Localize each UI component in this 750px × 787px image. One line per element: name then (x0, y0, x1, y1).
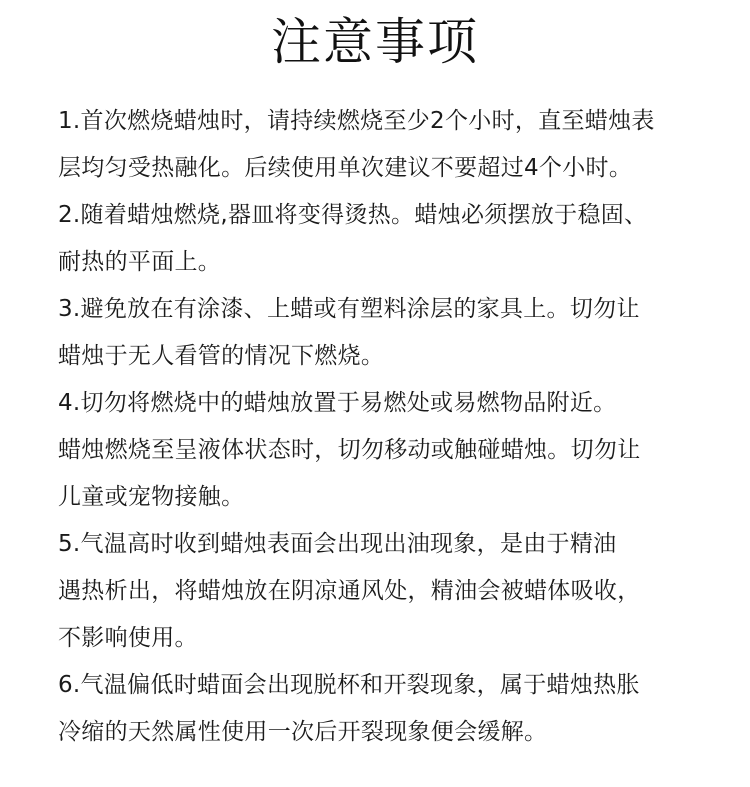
page-title: 注意事项 (271, 13, 479, 71)
notice-line: 蜡烛于无人看管的情况下燃烧。 (58, 343, 385, 369)
notice-line: 耐热的平面上。 (58, 249, 222, 275)
notice-line: 不影响使用。 (58, 625, 198, 651)
notice-line: 5.气温高时收到蜡烛表面会出现出油现象，是由于精油 (58, 531, 617, 557)
notice-line: 3.避免放在有涂漆、上蜡或有塑料涂层的家具上。切勿让 (58, 296, 640, 322)
notice-line: 冷缩的天然属性使用一次后开裂现象便会缓解。 (58, 719, 548, 745)
notice-line: 蜡烛燃烧至呈液体状态时，切勿移动或触碰蜡烛。切勿让 (58, 437, 641, 463)
notice-line: 层均匀受热融化。后续使用单次建议不要超过4个小时。 (58, 155, 633, 181)
notice-line: 遇热析出，将蜡烛放在阴凉通风处，精油会被蜡体吸收， (58, 578, 641, 604)
notice-list (58, 98, 718, 756)
notice-line: 4.切勿将燃烧中的蜡烛放置于易燃处或易燃物品附近。 (58, 390, 617, 416)
notice-line: 2.随着蜡烛燃烧,器皿将变得烫热。蜡烛必须摆放于稳固、 (58, 202, 648, 228)
notice-line: 儿童或宠物接触。 (58, 484, 245, 510)
notice-line: 1.首次燃烧蜡烛时，请持续燃烧至少2个小时，直至蜡烛表 (58, 108, 655, 134)
notice-line: 6.气温偏低时蜡面会出现脱杯和开裂现象，属于蜡烛热胀 (58, 672, 640, 698)
